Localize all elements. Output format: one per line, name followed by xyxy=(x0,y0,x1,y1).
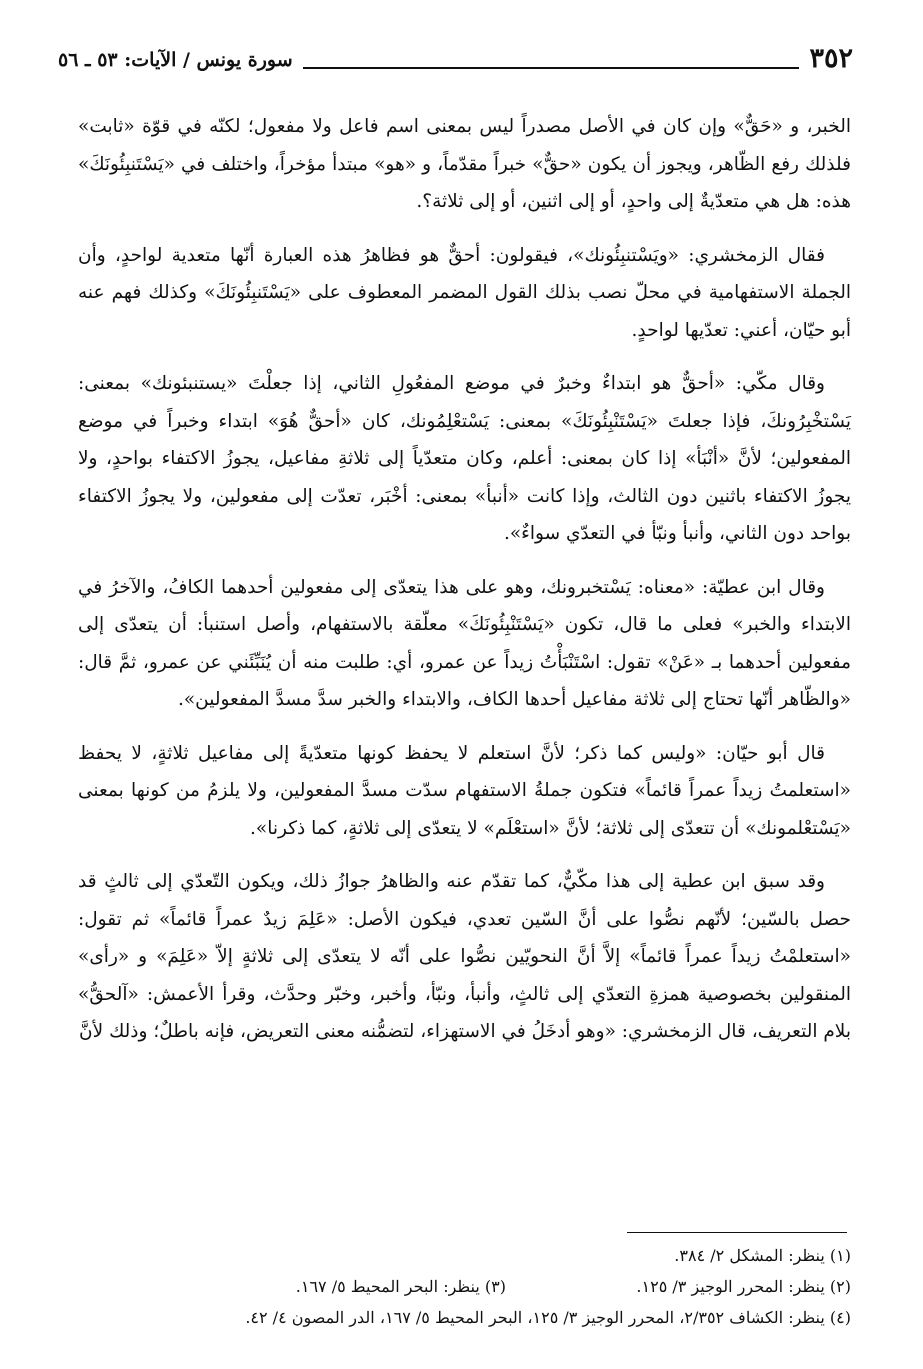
running-title: سورة يونس / الآيات: ٥٣ ـ ٥٦ xyxy=(58,49,293,71)
paragraph-1: الخبر، و «حَقٌّ» وإن كان في الأصل مصدراً ليس بمعنى اسم فاعل ولا مفعول؛ لكنّه في قوّة «ثابت» فلذلك رفع الظّاهر، ويجوز أن يكون «حقٌّ» خبراً مقدّماً، و «هو» مبتدأ مؤخراً، واختلف في «يَسْتَنبِئُونَكَ» هذه: هل هي متعدّيةٌ إلى واحدٍ، أو إلى اثنين، أو إلى ثلاثة؟. xyxy=(78,116,851,212)
footnote-2: (٢) ينظر: المحرر الوجيز ٣/ ١٢٥. xyxy=(636,1277,851,1296)
page-header xyxy=(58,34,853,76)
paragraph-3: وقال مكّي: «أحقٌّ هو ابتداءٌ وخبرٌ في موضع المفعُولِ الثاني، إذا جعلْتَ «يستنبئونك» بمعنى: يَسْتخْبِرُونكَ، فإذا جعلتَ «يَسْتَنْبِئُونَكَ» بمعنى: يَسْتعْلِمُونك، كان «أحقٌّ هُوَ» ابتداء وخبراً في موضع المفعولين؛ لأنَّ «أنْبَأ» إذا كان بمعنى: أعلم، وكان متعدّياً إلى ثلاثةِ مفاعيل، يجوزُ الاكتفاء بواحدٍ، ولا يجوزُ الاكتفاء باثنين دون الثالث، وإذا كانت «أنبأ» بمعنى: أخْبَر، تعدّت إلى مفعولين، ولا يجوزُ الاكتفاء بواحد دون الثاني، وأنبأ ونبّأ في التعدّي سواءٌ». xyxy=(78,373,851,544)
paragraph-2: فقال الزمخشري: «ويَسْتنبِئُونك»، فيقولون: أحقٌّ هو فظاهرُ هذه العبارة أنّها متعدية لواحدٍ، وأن الجملة الاستفهامية في محلّ نصب بذلك القول المضمر المعطوف على «يَسْتَنبِئُونَكَ» وكذلك فهم عنه أبو حيّان، أعني: تعدّيها لواحدٍ. xyxy=(78,244,851,341)
footnote-1: (١) ينظر: المشكل ٢/ ٣٨٤. xyxy=(674,1246,851,1265)
footnote-3: (٣) ينظر: البحر المحيط ٥/ ١٦٧. xyxy=(295,1277,506,1296)
footnote-line xyxy=(78,1271,851,1302)
footnote-line xyxy=(78,1302,851,1333)
paragraph-6: وقد سبق ابن عطية إلى هذا مكّيٌّ، كما تقدّم عنه والظاهرُ جوازُ ذلك، ويكون التّعدّي إلى ثالثٍ قد حصل بالسّين؛ لأنّهم نصُّوا على أنَّ السّين تعدي، فيكون الأصل: «عَلِمَ زيدٌ عمراً قائماً» ثم تقول: «استعلمْتُ زيداً عمراً قائماً» إلاَّ أنَّ النحويّين نصُّوا على أنّه لا يتعدّى إلى ثلاثةٍ إلاّ «عَلِمَ» و «رأى» المنقولين بخصوصية همزةِ التعدّي إلى ثالثٍ، وأنبأ، ونبّأ، وأخبر، وخبّر وحدَّث، وقرأ الأعمش: «آلحقُّ» بلام التعريف، قال الزمخشري: «وهو أدخَلُ في الاستهزاء، لتضمُّنه معنى التعريض، فإنه باطلٌ؛ وذلك لأنَّ xyxy=(78,871,851,1042)
header-rule xyxy=(303,67,800,69)
paragraph-5: قال أبو حيّان: «وليس كما ذكر؛ لأنَّ استعلم لا يحفظ كونها متعدّيةً إلى مفاعيل ثلاثةٍ، لا يحفظ «استعلمتُ زيداً عمراً قائماً» فتكون جملةُ الاستفهام سدّت مسدَّ المفعولين، ولا يلزمُ من كونها بمعنى «يَسْتعْلمونك» أن تتعدّى إلى ثلاثة؛ لأنَّ «استعْلَم» لا يتعدّى إلى ثلاثةٍ، كما ذكرنا». xyxy=(78,742,851,839)
footnote-4: (٤) ينظر: الكشاف ٢/٣٥٢، المحرر الوجيز ٣/ ١٢٥، البحر المحيط ٥/ ١٦٧، الدر المصون ٤/ ٤٢. xyxy=(245,1308,851,1327)
paragraph-4: وقال ابن عطيّة: «معناه: يَسْتخبرونك، وهو على هذا يتعدّى إلى مفعولين أحدهما الكافُ، والآخرُ في الابتداء والخبر» فعلى ما قال، تكون «يَسْتَنْبِئُونَكَ» معلّقة بالاستفهام، وأصل استنبأ: أن يتعدّى إلى مفعولين أحدهما بـ «عَنْ» تقول: اسْتَنْبَأْتُ زيداً عن عمرو، أي: طلبت منه أن يُنَبِّئَني عن عمرو، ثمَّ قال: «والظّاهر أنّها تحتاج إلى ثلاثة مفاعيل أحدها الكاف، والابتداء والخبر سدَّ مسدَّ المفعولين». xyxy=(78,576,851,710)
footnotes xyxy=(78,1240,851,1333)
footnote-rule xyxy=(627,1232,847,1233)
page-number: ٣٥٢ xyxy=(809,43,853,74)
footnote-line xyxy=(78,1240,851,1271)
body-text xyxy=(78,108,851,1067)
